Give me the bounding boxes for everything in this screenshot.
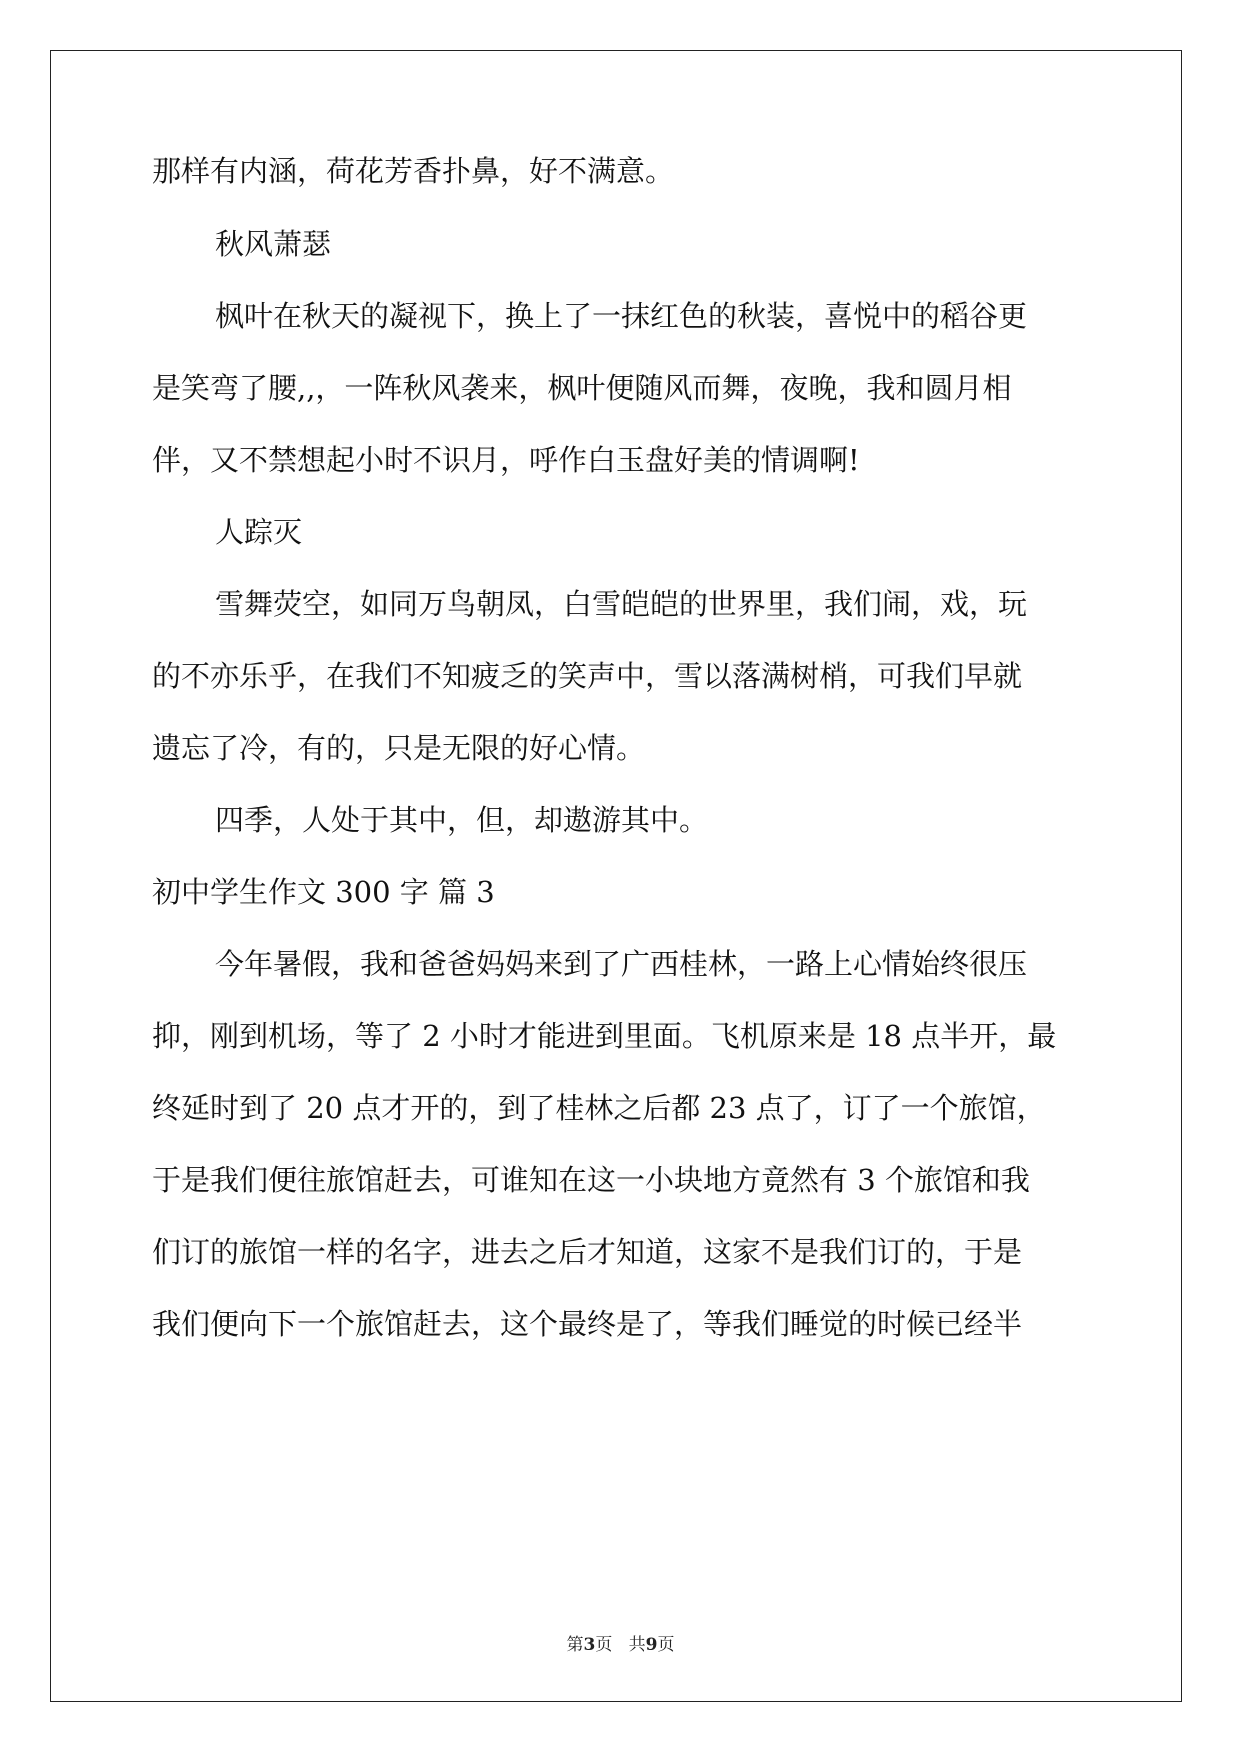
text-line: 我们便向下一个旅馆赶去，这个最终是了，等我们睡觉的时候已经半 [152,1307,1023,1341]
footer-mid: 页 共 [595,1635,646,1655]
footer-prefix: 第 [566,1635,584,1655]
footer-suffix: 页 [657,1635,675,1655]
text-line: 雪舞荧空，如同万鸟朝凤，白雪皑皑的世界里，我们闹，戏，玩 [215,587,1028,621]
text-line: 们订的旅馆一样的名字，进去之后才知道，这家不是我们订的，于是 [152,1235,1023,1269]
text-line: 今年暑假，我和爸爸妈妈来到了广西桂林，一路上心情始终很压 [215,947,1028,981]
text-line: 是笑弯了腰,,，一阵秋风袭来，枫叶便随风而舞，夜晚，我和圆月相 [152,371,1012,405]
article-heading: 初中学生作文 300 字 篇 3 [152,875,495,909]
total-page-number: 9 [645,1635,658,1655]
text-line: 遗忘了冷，有的，只是无限的好心情。 [152,731,646,765]
text-line: 那样有内涵，荷花芳香扑鼻，好不满意。 [152,154,675,188]
current-page-number: 3 [583,1635,596,1655]
page-footer [0,1630,1241,1655]
section-subheading: 人踪灭 [215,515,303,549]
section-subheading: 秋风萧瑟 [215,227,332,261]
text-line: 终延时到了 20 点才开的，到了桂林之后都 23 点了，订了一个旅馆， [152,1091,1046,1125]
text-line: 四季，人处于其中，但，却遨游其中。 [215,803,709,837]
text-line: 的不亦乐乎，在我们不知疲乏的笑声中，雪以落满树梢，可我们早就 [152,659,1023,693]
text-line: 枫叶在秋天的凝视下，换上了一抹红色的秋装，喜悦中的稻谷更 [215,299,1028,333]
text-line: 抑，刚到机场，等了 2 小时才能进到里面。飞机原来是 18 点半开，最 [152,1019,1057,1053]
text-line: 于是我们便往旅馆赶去，可谁知在这一小块地方竟然有 3 个旅馆和我 [152,1163,1030,1197]
text-line: 伴，又不禁想起小时不识月，呼作白玉盘好美的情调啊! [152,443,860,477]
